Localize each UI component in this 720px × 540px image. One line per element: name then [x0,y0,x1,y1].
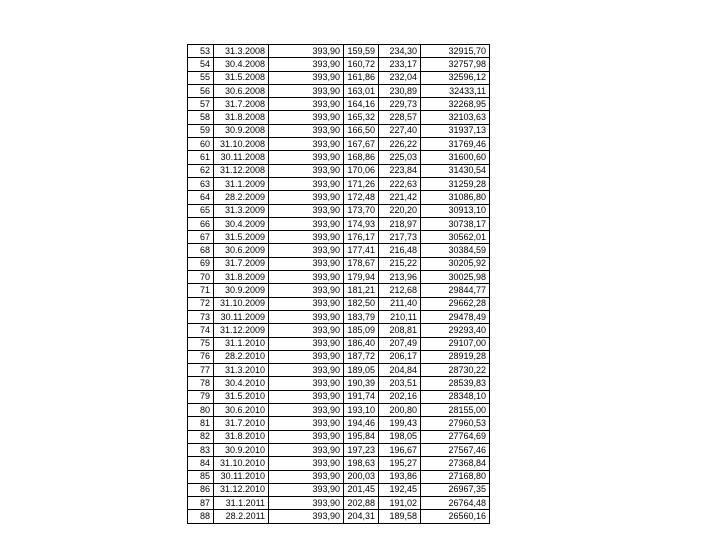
cell-payment-date: 30.11.2010 [214,470,269,483]
cell-payment-date: 31.8.2010 [214,430,269,443]
cell-payment-amount: 393,90 [269,257,344,270]
cell-payment-amount: 393,90 [269,390,344,403]
cell-interest: 212,68 [379,284,421,297]
cell-payment-amount: 393,90 [269,510,344,523]
table-row [188,470,490,483]
cell-payment-amount: 393,90 [269,470,344,483]
cell-balance: 28919,28 [421,350,490,363]
cell-payment-amount: 393,90 [269,124,344,137]
table-row [188,244,490,257]
cell-balance: 31600,60 [421,151,490,164]
cell-balance: 26967,35 [421,483,490,496]
cell-principal: 194,46 [344,417,379,430]
cell-row-number: 88 [188,510,214,523]
table-row [188,257,490,270]
cell-payment-amount: 393,90 [269,350,344,363]
table-row [188,443,490,456]
cell-principal: 182,50 [344,297,379,310]
cell-row-number: 77 [188,364,214,377]
cell-row-number: 87 [188,497,214,510]
cell-row-number: 54 [188,58,214,71]
cell-payment-amount: 393,90 [269,377,344,390]
cell-payment-amount: 393,90 [269,324,344,337]
cell-payment-date: 31.1.2011 [214,497,269,510]
cell-balance: 30738,17 [421,217,490,230]
table-row [188,231,490,244]
cell-payment-amount: 393,90 [269,58,344,71]
cell-payment-date: 30.6.2008 [214,84,269,97]
table-row [188,377,490,390]
cell-balance: 27567,46 [421,443,490,456]
cell-payment-date: 30.4.2010 [214,377,269,390]
cell-payment-amount: 393,90 [269,217,344,230]
cell-interest: 225,03 [379,151,421,164]
table-row [188,138,490,151]
cell-row-number: 67 [188,231,214,244]
cell-interest: 213,96 [379,271,421,284]
cell-interest: 192,45 [379,483,421,496]
cell-balance: 29293,40 [421,324,490,337]
cell-principal: 181,21 [344,284,379,297]
cell-interest: 196,67 [379,443,421,456]
cell-payment-amount: 393,90 [269,191,344,204]
cell-interest: 218,97 [379,217,421,230]
cell-balance: 26560,16 [421,510,490,523]
cell-principal: 161,86 [344,71,379,84]
cell-payment-date: 30.11.2009 [214,310,269,323]
table-body [188,45,490,524]
cell-payment-date: 30.6.2010 [214,404,269,417]
cell-balance: 29478,49 [421,310,490,323]
table-row [188,204,490,217]
cell-principal: 172,48 [344,191,379,204]
cell-principal: 190,39 [344,377,379,390]
cell-payment-date: 31.10.2008 [214,138,269,151]
cell-row-number: 63 [188,177,214,190]
cell-payment-date: 31.12.2010 [214,483,269,496]
cell-balance: 31937,13 [421,124,490,137]
cell-balance: 31430,54 [421,164,490,177]
cell-payment-date: 31.7.2010 [214,417,269,430]
cell-payment-date: 31.12.2008 [214,164,269,177]
cell-payment-amount: 393,90 [269,497,344,510]
cell-payment-amount: 393,90 [269,151,344,164]
cell-principal: 160,72 [344,58,379,71]
cell-interest: 198,05 [379,430,421,443]
cell-balance: 32915,70 [421,45,490,58]
cell-row-number: 81 [188,417,214,430]
cell-payment-date: 31.3.2010 [214,364,269,377]
cell-row-number: 86 [188,483,214,496]
cell-balance: 32596,12 [421,71,490,84]
cell-row-number: 55 [188,71,214,84]
cell-interest: 233,17 [379,58,421,71]
cell-payment-amount: 393,90 [269,138,344,151]
cell-payment-date: 30.9.2010 [214,443,269,456]
cell-payment-amount: 393,90 [269,231,344,244]
cell-row-number: 82 [188,430,214,443]
cell-row-number: 65 [188,204,214,217]
table-row [188,510,490,523]
cell-principal: 163,01 [344,84,379,97]
cell-row-number: 74 [188,324,214,337]
cell-payment-amount: 393,90 [269,297,344,310]
cell-interest: 189,58 [379,510,421,523]
cell-row-number: 61 [188,151,214,164]
cell-interest: 220,20 [379,204,421,217]
cell-row-number: 53 [188,45,214,58]
table-row [188,217,490,230]
cell-payment-date: 31.12.2009 [214,324,269,337]
cell-row-number: 76 [188,350,214,363]
cell-row-number: 56 [188,84,214,97]
cell-balance: 32757,98 [421,58,490,71]
cell-principal: 179,94 [344,271,379,284]
cell-balance: 27960,53 [421,417,490,430]
cell-row-number: 69 [188,257,214,270]
table-row [188,324,490,337]
table-row [188,483,490,496]
cell-principal: 204,31 [344,510,379,523]
table-row [188,457,490,470]
table-row [188,350,490,363]
cell-balance: 32268,95 [421,98,490,111]
cell-payment-date: 31.5.2010 [214,390,269,403]
cell-principal: 189,05 [344,364,379,377]
cell-balance: 28730,22 [421,364,490,377]
cell-interest: 195,27 [379,457,421,470]
cell-balance: 30913,10 [421,204,490,217]
cell-row-number: 70 [188,271,214,284]
cell-row-number: 75 [188,337,214,350]
cell-row-number: 66 [188,217,214,230]
cell-balance: 30562,01 [421,231,490,244]
table-row [188,177,490,190]
cell-principal: 183,79 [344,310,379,323]
cell-interest: 230,89 [379,84,421,97]
cell-principal: 185,09 [344,324,379,337]
cell-interest: 203,51 [379,377,421,390]
cell-balance: 32103,63 [421,111,490,124]
cell-payment-amount: 393,90 [269,244,344,257]
cell-payment-amount: 393,90 [269,337,344,350]
cell-balance: 31769,46 [421,138,490,151]
cell-payment-amount: 393,90 [269,271,344,284]
cell-row-number: 80 [188,404,214,417]
cell-balance: 32433,11 [421,84,490,97]
cell-interest: 221,42 [379,191,421,204]
cell-principal: 202,88 [344,497,379,510]
cell-balance: 30384,59 [421,244,490,257]
cell-row-number: 59 [188,124,214,137]
cell-payment-amount: 393,90 [269,111,344,124]
table-row [188,430,490,443]
cell-principal: 195,84 [344,430,379,443]
cell-interest: 232,04 [379,71,421,84]
table-row [188,124,490,137]
cell-payment-amount: 393,90 [269,443,344,456]
cell-principal: 177,41 [344,244,379,257]
cell-payment-date: 31.7.2008 [214,98,269,111]
cell-interest: 204,84 [379,364,421,377]
cell-payment-date: 31.3.2008 [214,45,269,58]
cell-interest: 223,84 [379,164,421,177]
cell-principal: 178,67 [344,257,379,270]
cell-interest: 226,22 [379,138,421,151]
cell-payment-date: 30.11.2008 [214,151,269,164]
cell-interest: 200,80 [379,404,421,417]
cell-payment-date: 30.4.2009 [214,217,269,230]
cell-interest: 211,40 [379,297,421,310]
cell-row-number: 57 [188,98,214,111]
cell-principal: 187,72 [344,350,379,363]
cell-row-number: 73 [188,310,214,323]
cell-interest: 217,73 [379,231,421,244]
cell-row-number: 68 [188,244,214,257]
cell-balance: 28155,00 [421,404,490,417]
cell-balance: 29662,28 [421,297,490,310]
cell-payment-date: 28.2.2011 [214,510,269,523]
cell-row-number: 71 [188,284,214,297]
cell-principal: 171,26 [344,177,379,190]
cell-interest: 229,73 [379,98,421,111]
cell-principal: 166,50 [344,124,379,137]
cell-balance: 31259,28 [421,177,490,190]
cell-interest: 193,86 [379,470,421,483]
cell-principal: 164,16 [344,98,379,111]
cell-principal: 191,74 [344,390,379,403]
cell-payment-amount: 393,90 [269,404,344,417]
cell-balance: 30205,92 [421,257,490,270]
cell-row-number: 79 [188,390,214,403]
cell-interest: 202,16 [379,390,421,403]
cell-row-number: 64 [188,191,214,204]
cell-payment-date: 28.2.2009 [214,191,269,204]
cell-principal: 198,63 [344,457,379,470]
cell-payment-amount: 393,90 [269,430,344,443]
cell-payment-amount: 393,90 [269,177,344,190]
cell-payment-date: 30.9.2009 [214,284,269,297]
cell-row-number: 85 [188,470,214,483]
cell-balance: 27764,69 [421,430,490,443]
table-row [188,337,490,350]
table-row [188,417,490,430]
cell-balance: 27368,84 [421,457,490,470]
cell-payment-date: 31.3.2009 [214,204,269,217]
cell-payment-amount: 393,90 [269,84,344,97]
table-row [188,297,490,310]
cell-row-number: 83 [188,443,214,456]
cell-interest: 222,63 [379,177,421,190]
table-row [188,84,490,97]
cell-principal: 159,59 [344,45,379,58]
cell-payment-date: 31.8.2008 [214,111,269,124]
table-row [188,151,490,164]
cell-interest: 215,22 [379,257,421,270]
cell-interest: 234,30 [379,45,421,58]
cell-row-number: 84 [188,457,214,470]
table-row [188,45,490,58]
cell-balance: 27168,80 [421,470,490,483]
table-row [188,404,490,417]
table-row [188,71,490,84]
cell-payment-amount: 393,90 [269,45,344,58]
cell-principal: 174,93 [344,217,379,230]
cell-payment-amount: 393,90 [269,457,344,470]
table-row [188,58,490,71]
cell-payment-date: 31.7.2009 [214,257,269,270]
cell-balance: 31086,80 [421,191,490,204]
cell-payment-date: 31.1.2010 [214,337,269,350]
table-row [188,111,490,124]
table-row [188,164,490,177]
table-row [188,364,490,377]
cell-interest: 210,11 [379,310,421,323]
cell-payment-amount: 393,90 [269,310,344,323]
cell-balance: 29844,77 [421,284,490,297]
cell-principal: 165,32 [344,111,379,124]
cell-balance: 28539,83 [421,377,490,390]
cell-payment-date: 28.2.2010 [214,350,269,363]
cell-principal: 168,86 [344,151,379,164]
cell-principal: 200,03 [344,470,379,483]
cell-interest: 206,17 [379,350,421,363]
cell-interest: 191,02 [379,497,421,510]
cell-interest: 199,43 [379,417,421,430]
table-row [188,98,490,111]
cell-payment-amount: 393,90 [269,164,344,177]
cell-row-number: 72 [188,297,214,310]
cell-balance: 26764,48 [421,497,490,510]
cell-principal: 173,70 [344,204,379,217]
cell-row-number: 58 [188,111,214,124]
cell-interest: 228,57 [379,111,421,124]
cell-payment-amount: 393,90 [269,98,344,111]
cell-interest: 208,81 [379,324,421,337]
table-row [188,284,490,297]
cell-payment-amount: 393,90 [269,204,344,217]
table-row [188,271,490,284]
cell-principal: 186,40 [344,337,379,350]
cell-principal: 201,45 [344,483,379,496]
cell-balance: 28348,10 [421,390,490,403]
cell-interest: 207,49 [379,337,421,350]
cell-principal: 197,23 [344,443,379,456]
table-row [188,191,490,204]
table-row [188,310,490,323]
cell-payment-date: 30.4.2008 [214,58,269,71]
cell-row-number: 60 [188,138,214,151]
cell-payment-date: 30.6.2009 [214,244,269,257]
cell-payment-amount: 393,90 [269,284,344,297]
cell-principal: 170,06 [344,164,379,177]
cell-row-number: 78 [188,377,214,390]
cell-payment-date: 31.5.2009 [214,231,269,244]
cell-payment-amount: 393,90 [269,364,344,377]
cell-row-number: 62 [188,164,214,177]
cell-principal: 167,67 [344,138,379,151]
cell-interest: 216,48 [379,244,421,257]
cell-balance: 29107,00 [421,337,490,350]
table-row [188,497,490,510]
cell-balance: 30025,98 [421,271,490,284]
cell-payment-amount: 393,90 [269,71,344,84]
cell-payment-date: 31.8.2009 [214,271,269,284]
cell-payment-date: 31.10.2010 [214,457,269,470]
cell-payment-date: 30.9.2008 [214,124,269,137]
table-row [188,390,490,403]
cell-payment-date: 31.1.2009 [214,177,269,190]
cell-payment-date: 31.5.2008 [214,71,269,84]
cell-payment-date: 31.10.2009 [214,297,269,310]
cell-principal: 176,17 [344,231,379,244]
cell-principal: 193,10 [344,404,379,417]
cell-payment-amount: 393,90 [269,483,344,496]
cell-interest: 227,40 [379,124,421,137]
cell-payment-amount: 393,90 [269,417,344,430]
amortization-table [187,44,490,524]
